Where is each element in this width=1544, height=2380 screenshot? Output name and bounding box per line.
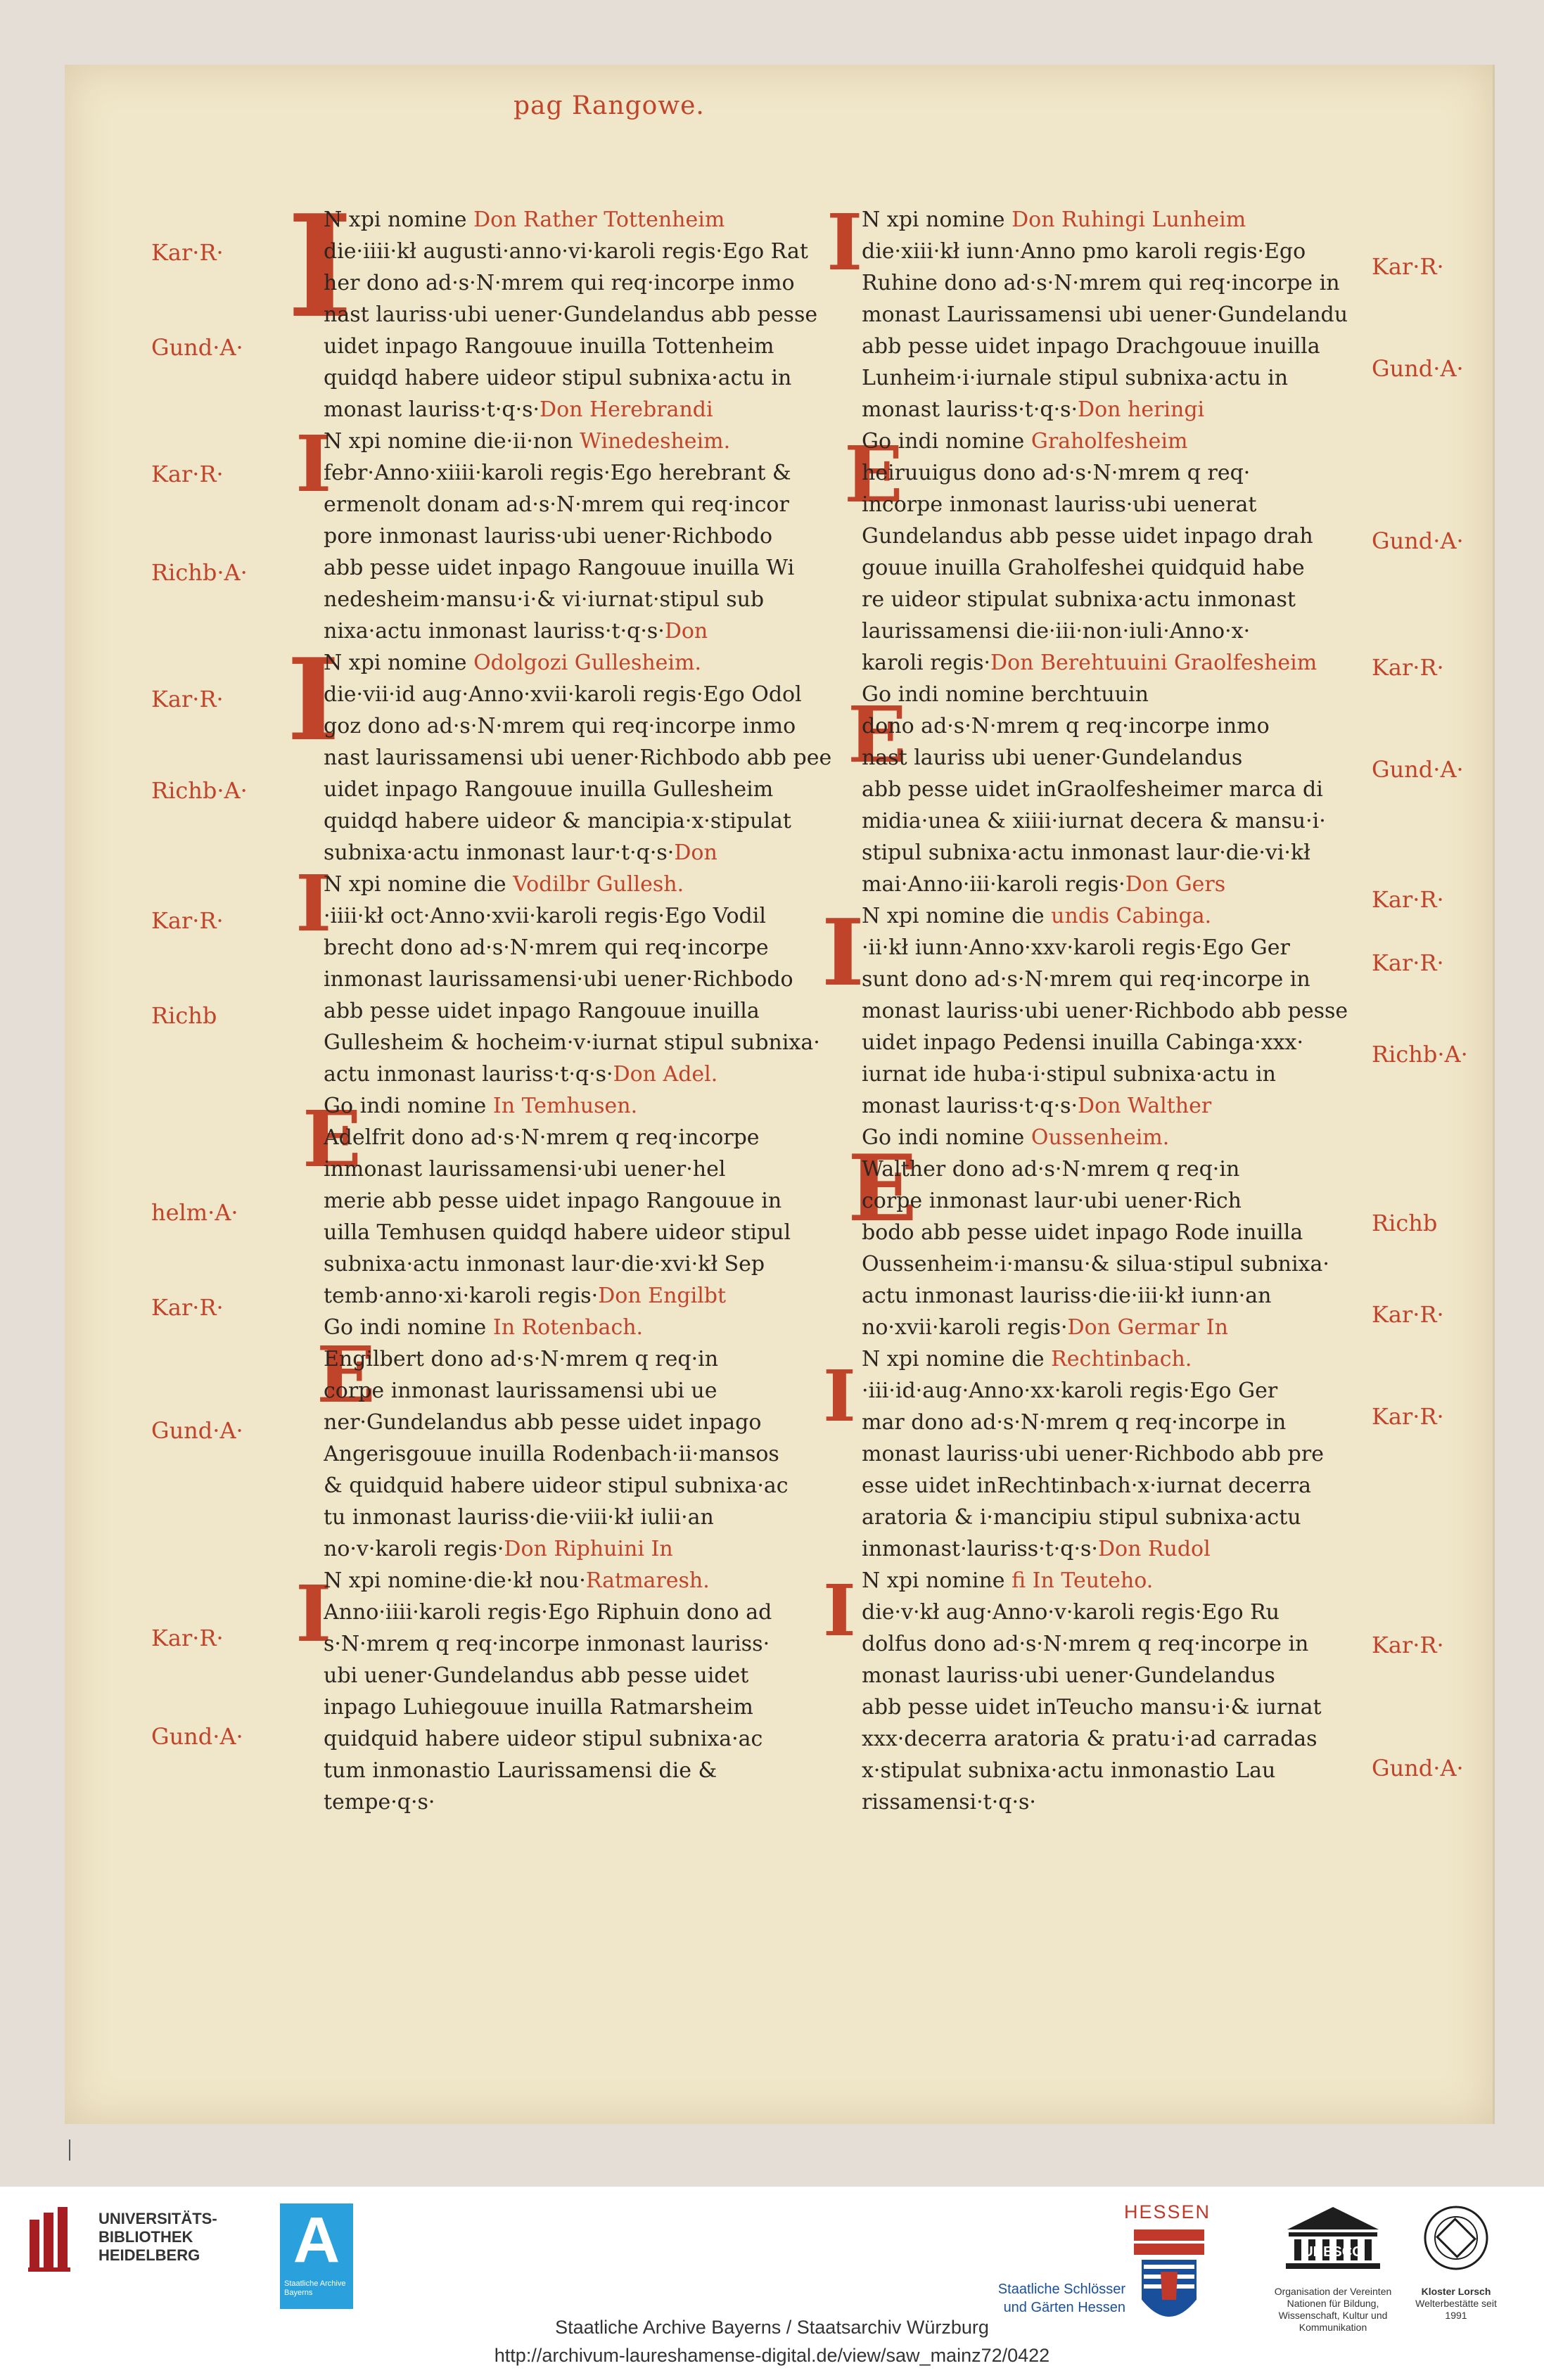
initial-i-2: I [295, 418, 332, 509]
manuscript-line [324, 1185, 844, 1217]
line-text: die·xiii·kł iunn·Anno pmo karoli regis·Ego [862, 239, 1306, 264]
manuscript-line [324, 710, 844, 742]
manuscript-line [324, 1343, 844, 1375]
running-head: pag Rangowe. [513, 91, 705, 120]
line-text: Go indi nomine [324, 1315, 493, 1340]
manuscript-line [324, 1628, 844, 1660]
margin-annotation: Kar·R· [151, 907, 224, 934]
margin-annotation: Kar·R· [1372, 1403, 1444, 1430]
line-text: Go indi nomine [862, 429, 1031, 454]
manuscript-line [862, 1533, 1382, 1565]
manuscript-line [324, 837, 844, 869]
hessen-caption: Staatliche Schlösser und Gärten Hessen [997, 2282, 1125, 2315]
manuscript-line [862, 236, 1382, 267]
rubric-heading: Don Berehtuuini Graolfesheim [990, 651, 1317, 675]
line-text: abb pesse uidet inpago Rangouue inuilla Wi [324, 556, 795, 580]
line-text: inmonast·lauriss·t·q·s· [862, 1537, 1098, 1561]
margin-annotation: Richb·A· [151, 777, 248, 804]
line-text: monast lauriss·t·q·s· [862, 397, 1078, 422]
line-text: brecht dono ad·s·N·mrem qui req·incorpe [324, 935, 769, 960]
line-text: mai·Anno·iii·karoli regis· [862, 872, 1125, 897]
rubric-heading: Graholfesheim [1031, 429, 1188, 454]
line-text: merie abb pesse uidet inpago Rangouue in [324, 1189, 782, 1213]
margin-annotation: Gund·A· [151, 1723, 243, 1750]
line-text: die·vii·id aug·Anno·xvii·karoli regis·Ego Odol [324, 682, 802, 707]
archive-logo-letter: A [293, 2204, 340, 2276]
line-text: Gundelandus abb pesse uidet inpago drah [862, 524, 1313, 549]
line-text: Adelfrit dono ad·s·N·mrem q req·incorpe [324, 1125, 760, 1150]
manuscript-line [324, 1470, 844, 1502]
manuscript-line [862, 1248, 1382, 1280]
initial-i-8: I [823, 1355, 856, 1438]
right-text-column [862, 204, 1382, 1818]
line-text: Oussenheim·i·mansu·& silua·stipul subnixa· [862, 1252, 1329, 1277]
manuscript-line [324, 805, 844, 837]
line-text: Ruhine dono ad·s·N·mrem qui req·incorpe in [862, 271, 1340, 295]
manuscript-line [862, 1502, 1382, 1533]
line-text: N xpi nomine [862, 207, 1012, 232]
manuscript-line [862, 1438, 1382, 1470]
manuscript-line [324, 615, 844, 647]
rubric-heading: Don [664, 619, 708, 644]
line-text: Go indi nomine [324, 1094, 493, 1118]
line-text: tu inmonast lauriss·die·viii·kł iulii·an [324, 1505, 714, 1530]
margin-annotation: Kar·R· [151, 1294, 224, 1321]
line-text: Go indi nomine berchtuuin [862, 682, 1149, 707]
margin-annotation: Gund·A· [1372, 756, 1464, 783]
manuscript-line [324, 1217, 844, 1248]
initial-e-5: E [848, 1134, 918, 1242]
line-text: midia·unea & xiiii·iurnat decera & mansu·i· [862, 809, 1326, 833]
rubric-heading: Don heringi [1078, 397, 1205, 422]
margin-annotation: Kar·R· [151, 461, 224, 487]
bavarian-archives-logo[interactable] [280, 2203, 353, 2309]
line-text: Angerisgouue inuilla Rodenbach·ii·mansos [324, 1442, 779, 1466]
manuscript-line [324, 742, 844, 774]
line-text: N xpi nomine [324, 651, 474, 675]
margin-annotation: Richb [1372, 1210, 1438, 1236]
line-text: actu inmonast lauriss·die·iii·kł iunn·an [862, 1284, 1272, 1308]
manuscript-line [324, 520, 844, 552]
manuscript-line [862, 1217, 1382, 1248]
manuscript-line [862, 1058, 1382, 1090]
manuscript-line [324, 964, 844, 995]
line-text: die·v·kł aug·Anno·v·karoli regis·Ego Ru [862, 1600, 1280, 1625]
manuscript-line [324, 1691, 844, 1723]
manuscript-line [862, 1280, 1382, 1312]
line-text: die·iiii·kł augusti·anno·vi·karoli regis·Ego Rat [324, 239, 808, 264]
line-text: Go indi nomine [862, 1125, 1031, 1150]
line-text: nedesheim·mansu·i·& vi·iurnat·stipul sub [324, 587, 765, 612]
margin-annotation: Kar·R· [1372, 1301, 1444, 1328]
manuscript-line [324, 489, 844, 520]
line-text: heiruuigus dono ad·s·N·mrem q req· [862, 461, 1251, 485]
line-text: dono ad·s·N·mrem q req·incorpe inmo [862, 714, 1270, 738]
initial-i-5: I [295, 1568, 332, 1659]
margin-annotation: Kar·R· [1372, 1632, 1444, 1658]
world-heritage-logo[interactable] [1415, 2201, 1497, 2321]
manuscript-line [862, 1407, 1382, 1438]
world-heritage-subtitle: Welterbestätte seit 1991 [1415, 2298, 1497, 2321]
manuscript-line [862, 457, 1382, 489]
line-text: mar dono ad·s·N·mrem q req·incorpe in [862, 1410, 1287, 1435]
rubric-heading: In Rotenbach. [492, 1315, 644, 1340]
line-text: monast Laurissamensi ubi uener·Gundelandu [862, 302, 1348, 327]
manuscript-line [862, 1786, 1382, 1818]
manuscript-line [862, 932, 1382, 964]
manuscript-line [862, 774, 1382, 805]
margin-annotation: helm·A· [151, 1199, 238, 1226]
rubric-heading: Rechtinbach. [1051, 1347, 1192, 1371]
initial-i-6: I [827, 197, 863, 288]
manuscript-line [862, 331, 1382, 362]
line-text: dolfus dono ad·s·N·mrem q req·incorpe in [862, 1632, 1309, 1656]
rubric-heading: Winedesheim. [580, 429, 731, 454]
manuscript-line [862, 964, 1382, 995]
initial-e-1: E [302, 1094, 362, 1184]
manuscript-line [862, 1723, 1382, 1755]
line-text: N xpi nomine die [862, 1347, 1052, 1371]
manuscript-line [862, 489, 1382, 520]
manuscript-line [324, 267, 844, 299]
margin-annotation: Kar·R· [1372, 886, 1444, 913]
margin-annotation: Gund·A· [1372, 1755, 1464, 1781]
margin-annotation: Kar·R· [1372, 654, 1444, 681]
manuscript-line [862, 394, 1382, 426]
margin-annotation: Kar·R· [1372, 253, 1444, 280]
manuscript-line [324, 1786, 844, 1818]
manuscript-line [862, 1027, 1382, 1058]
manuscript-line [324, 1027, 844, 1058]
manuscript-line [324, 1248, 844, 1280]
manuscript-line [862, 1691, 1382, 1723]
manuscript-line [862, 995, 1382, 1027]
manuscript-line [324, 299, 844, 331]
line-text: xxx·decerra aratoria & pratu·i·ad carradas [862, 1727, 1317, 1751]
manuscript-line [324, 457, 844, 489]
manuscript-line [324, 1660, 844, 1691]
initial-i-7: I [822, 899, 864, 1006]
rubric-heading: Ratmaresh. [585, 1568, 710, 1593]
rubric-heading: Don Germar In [1067, 1315, 1228, 1340]
manuscript-line [324, 995, 844, 1027]
manuscript-line [862, 362, 1382, 394]
line-text: Anno·iiii·karoli regis·Ego Riphuin dono ad [324, 1600, 772, 1625]
manuscript-line [862, 615, 1382, 647]
rubric-heading: Don Ruhingi Lunheim [1012, 207, 1246, 232]
margin-annotation: Kar·R· [151, 1625, 224, 1651]
line-text: no·v·karoli regis· [324, 1537, 504, 1561]
rubric-heading: Don Rather Tottenheim [473, 207, 725, 232]
initial-i-4: I [295, 858, 332, 949]
line-text: & quidquid habere uideor stipul subnixa·ac [324, 1473, 789, 1498]
line-text: uidet inpago Rangouue inuilla Tottenheim [324, 334, 774, 359]
line-text: ·iiii·kł oct·Anno·xvii·karoli regis·Ego Vodil [324, 904, 766, 928]
manuscript-line [862, 426, 1382, 457]
line-text: esse uidet inRechtinbach·x·iurnat decerra [862, 1473, 1311, 1498]
rubric-heading: Don Herebrandi [540, 397, 713, 422]
line-text: N xpi nomine die [862, 904, 1052, 928]
initial-i-3: I [287, 634, 340, 766]
manuscript-line [324, 647, 844, 679]
manuscript-line [862, 1597, 1382, 1628]
line-text: s·N·mrem q req·incorpe inmonast lauriss· [324, 1632, 770, 1656]
rubric-heading: Odolgozi Gullesheim. [473, 651, 702, 675]
line-text: bodo abb pesse uidet inpago Rode inuilla [862, 1220, 1303, 1245]
line-text: abb pesse uidet inpago Drachgouue inuilla [862, 334, 1320, 359]
line-text: abb pesse uidet inpago Rangouue inuilla [324, 999, 760, 1023]
line-text: rissamensi·t·q·s· [862, 1790, 1036, 1815]
margin-annotation: Gund·A· [1372, 355, 1464, 382]
manuscript-line [324, 1375, 844, 1407]
line-text: actu inmonast lauriss·t·q·s· [324, 1062, 613, 1087]
line-text: nast lauriss·ubi uener·Gundelandus abb pesse [324, 302, 818, 327]
margin-annotation: Richb·A· [151, 559, 248, 586]
manuscript-line [324, 1502, 844, 1533]
manuscript-line [324, 1565, 844, 1597]
manuscript-line [324, 1407, 844, 1438]
manuscript-line [862, 1660, 1382, 1691]
manuscript-line [862, 805, 1382, 837]
line-text: N xpi nomine die [324, 872, 513, 897]
line-text: abb pesse uidet inTeucho mansu·i·& iurnat [862, 1695, 1322, 1720]
line-text: N xpi nomine·die·kł nou· [324, 1568, 586, 1593]
manuscript-line [324, 236, 844, 267]
manuscript-line [324, 1058, 844, 1090]
library-emblem-icon [28, 2207, 76, 2272]
manuscript-line [324, 1122, 844, 1153]
line-text: inmonast laurissamensi·ubi uener·hel [324, 1157, 726, 1182]
manuscript-line [862, 710, 1382, 742]
rubric-heading: Vodilbr Gullesh. [513, 872, 684, 897]
line-text: uidet inpago Pedensi inuilla Cabinga·xxx· [862, 1030, 1303, 1055]
rubric-heading: undis Cabinga. [1051, 904, 1212, 928]
rubric-heading: fi In Teuteho. [1012, 1568, 1154, 1593]
manuscript-line [862, 1628, 1382, 1660]
unesco-caption: Organisation der Vereinten Nationen für Bildung, Wissenschaft, Kultur und Kommunikation [1274, 2286, 1392, 2333]
manuscript-line [324, 679, 844, 710]
manuscript-line [324, 1597, 844, 1628]
line-text: subnixa·actu inmonast laur·die·xvi·kł Sep [324, 1252, 765, 1277]
rubric-heading: Don Adel. [613, 1062, 718, 1087]
line-text: N xpi nomine [324, 207, 474, 232]
line-text: karoli regis· [862, 651, 991, 675]
margin-annotation: Kar·R· [151, 686, 224, 712]
line-text: monast lauriss·ubi uener·Gundelandus [862, 1663, 1275, 1688]
manuscript-line [862, 869, 1382, 900]
line-text: tempe·q·s· [324, 1790, 435, 1815]
manuscript-line [862, 1153, 1382, 1185]
manuscript-line [862, 1090, 1382, 1122]
line-text: Walther dono ad·s·N·mrem q req·in [862, 1157, 1240, 1182]
manuscript-line [862, 1755, 1382, 1786]
line-text: Engilbert dono ad·s·N·mrem q req·in [324, 1347, 719, 1371]
line-text: N xpi nomine [862, 1568, 1012, 1593]
manuscript-line [324, 1312, 844, 1343]
margin-annotation: Kar·R· [151, 239, 224, 266]
rubric-heading: Don [674, 840, 717, 865]
margin-annotation: Richb [151, 1002, 217, 1029]
manuscript-line [324, 869, 844, 900]
line-text: abb pesse uidet inGraolfesheimer marca di [862, 777, 1323, 802]
permalink-url[interactable]: http://archivum-laureshamense-digital.de/view/saw_mainz72/0422 [494, 2345, 1050, 2366]
line-text: inpago Luhiegouue inuilla Ratmarsheim [324, 1695, 753, 1720]
line-text: quidqd habere uideor stipul subnixa·actu in [324, 366, 792, 390]
initial-e-4: E [848, 689, 907, 780]
manuscript-line [862, 204, 1382, 236]
manuscript-line [862, 1122, 1382, 1153]
manuscript-line [324, 584, 844, 615]
line-text: aratoria & i·mancipiu stipul subnixa·actu [862, 1505, 1301, 1530]
line-text: incorpe inmonast lauriss·ubi uenerat [862, 492, 1257, 517]
line-text: ermenolt donam ad·s·N·mrem qui req·incor [324, 492, 789, 517]
manuscript-line [324, 426, 844, 457]
unesco-temple-icon [1266, 2201, 1400, 2279]
manuscript-line [862, 647, 1382, 679]
manuscript-line [862, 267, 1382, 299]
manuscript-line [324, 1280, 844, 1312]
line-text: ·iii·id·aug·Anno·xx·karoli regis·Ego Ger [862, 1378, 1278, 1403]
line-text: no·xvii·karoli regis· [862, 1315, 1068, 1340]
line-text: ·ii·kł iunn·Anno·xxv·karoli regis·Ego Ger [862, 935, 1290, 960]
line-text: nast laurissamensi ubi uener·Richbodo abb pee [324, 746, 832, 770]
line-text: monast lauriss·ubi uener·Richbodo abb pre [862, 1442, 1324, 1466]
line-text: stipul subnixa·actu inmonast laur·die·vi·kł [862, 840, 1310, 865]
line-text: monast lauriss·t·q·s· [324, 397, 540, 422]
manuscript-line [862, 1312, 1382, 1343]
line-text: Lunheim·i·iurnale stipul subnixa·actu in [862, 366, 1289, 390]
initial-e-2: E [317, 1329, 376, 1420]
initial-i-1: I [287, 184, 353, 350]
rubric-heading: In Temhusen. [492, 1094, 638, 1118]
manuscript-line [324, 394, 844, 426]
manuscript-line [324, 932, 844, 964]
line-text: subnixa·actu inmonast laur·t·q·s· [324, 840, 675, 865]
initial-i-9: I [823, 1569, 856, 1652]
line-text: Gullesheim & hocheim·v·iurnat stipul subnixa· [324, 1030, 820, 1055]
line-text: N xpi nomine die·ii·non [324, 429, 580, 454]
hessen-wordmark: HESSEN [1124, 2201, 1211, 2222]
line-text: uilla Temhusen quidqd habere uideor stipul [324, 1220, 791, 1245]
rubric-heading: Oussenheim. [1031, 1125, 1170, 1150]
manuscript-line [324, 362, 844, 394]
rubric-heading: Don Walther [1078, 1094, 1212, 1118]
manuscript-line [324, 1153, 844, 1185]
manuscript-line [862, 837, 1382, 869]
line-text: sunt dono ad·s·N·mrem qui req·incorpe in [862, 967, 1310, 992]
line-text: x·stipulat subnixa·actu inmonastio Lau [862, 1758, 1276, 1783]
line-text: uidet inpago Rangouue inuilla Gullesheim [324, 777, 774, 802]
margin-annotation: Kar·R· [1372, 949, 1444, 976]
line-text: pore inmonast lauriss·ubi uener·Richbodo [324, 524, 773, 549]
image-credit: Staatliche Archive Bayerns / Staatsarchiv Würzburg [555, 2317, 989, 2338]
rubric-heading: Don Engilbt [598, 1284, 727, 1308]
manuscript-line [324, 204, 844, 236]
initial-e-3: E [844, 429, 903, 520]
line-text: re uideor stipulat subnixa·actu inmonast [862, 587, 1296, 612]
manuscript-line [324, 1090, 844, 1122]
rubric-heading: Don Gers [1125, 872, 1226, 897]
manuscript-line [324, 1533, 844, 1565]
manuscript-line [324, 1723, 844, 1755]
unesco-logo[interactable] [1266, 2201, 1400, 2333]
line-text: nixa·actu inmonast lauriss·t·q·s· [324, 619, 665, 644]
margin-annotation: Gund·A· [1372, 527, 1464, 554]
left-text-column [324, 204, 844, 1818]
line-text: ner·Gundelandus abb pesse uidet inpago [324, 1410, 762, 1435]
world-heritage-emblem-icon [1421, 2201, 1491, 2279]
manuscript-line [324, 331, 844, 362]
archive-logo-caption: Staatliche Archive Bayerns [284, 2279, 346, 2297]
line-text: laurissamensi die·iii·non·iuli·Anno·x· [862, 619, 1251, 644]
manuscript-line [862, 520, 1382, 552]
rubric-heading: Don Riphuini In [504, 1537, 673, 1561]
manuscript-line [862, 900, 1382, 932]
line-text: ubi uener·Gundelandus abb pesse uidet [324, 1663, 749, 1688]
line-text: goz dono ad·s·N·mrem qui req·incorpe inmo [324, 714, 796, 738]
line-text: quidqd habere uideor & mancipia·x·stipulat [324, 809, 791, 833]
unesco-wordmark: UNESCO [1303, 2244, 1363, 2260]
line-text: nast lauriss ubi uener·Gundelandus [862, 746, 1243, 770]
manuscript-line [324, 900, 844, 932]
manuscript-line [862, 1470, 1382, 1502]
manuscript-line [862, 1185, 1382, 1217]
manuscript-line [862, 1565, 1382, 1597]
manuscript-line [324, 1438, 844, 1470]
line-text: monast lauriss·ubi uener·Richbodo abb pesse [862, 999, 1348, 1023]
line-text: corpe inmonast laur·ubi uener·Rich [862, 1189, 1242, 1213]
manuscript-line [324, 1755, 844, 1786]
manuscript-line [862, 299, 1382, 331]
line-text: corpe inmonast laurissamensi ubi ue [324, 1378, 717, 1403]
line-text: tum inmonastio Laurissamensi die & [324, 1758, 717, 1783]
world-heritage-title: Kloster Lorsch [1421, 2286, 1491, 2297]
manuscript-line [324, 552, 844, 584]
library-name: UNIVERSITÄTS- BIBLIOTHEK HEIDELBERG [98, 2210, 217, 2264]
page-mark [69, 2139, 70, 2161]
line-text: her dono ad·s·N·mrem qui req·incorpe inmo [324, 271, 795, 295]
line-text: temb·anno·xi·karoli regis· [324, 1284, 599, 1308]
margin-annotation: Richb·A· [1372, 1041, 1468, 1068]
line-text: gouue inuilla Graholfeshei quidquid habe [862, 556, 1305, 580]
margin-annotation: Gund·A· [151, 334, 243, 361]
manuscript-line [862, 1375, 1382, 1407]
rubric-heading: Don Rudol [1097, 1537, 1211, 1561]
manuscript-line [862, 552, 1382, 584]
manuscript-line [862, 584, 1382, 615]
line-text: inmonast laurissamensi·ubi uener·Richbodo [324, 967, 793, 992]
line-text: febr·Anno·xiiii·karoli regis·Ego herebrant & [324, 461, 791, 485]
manuscript-line [862, 742, 1382, 774]
manuscript-line [324, 774, 844, 805]
margin-annotation: Gund·A· [151, 1417, 243, 1444]
manuscript-line [862, 1343, 1382, 1375]
line-text: iurnat ide huba·i·stipul subnixa·actu in [862, 1062, 1276, 1087]
line-text: quidquid habere uideor stipul subnixa·ac [324, 1727, 763, 1751]
manuscript-line [862, 679, 1382, 710]
line-text: monast lauriss·t·q·s· [862, 1094, 1078, 1118]
